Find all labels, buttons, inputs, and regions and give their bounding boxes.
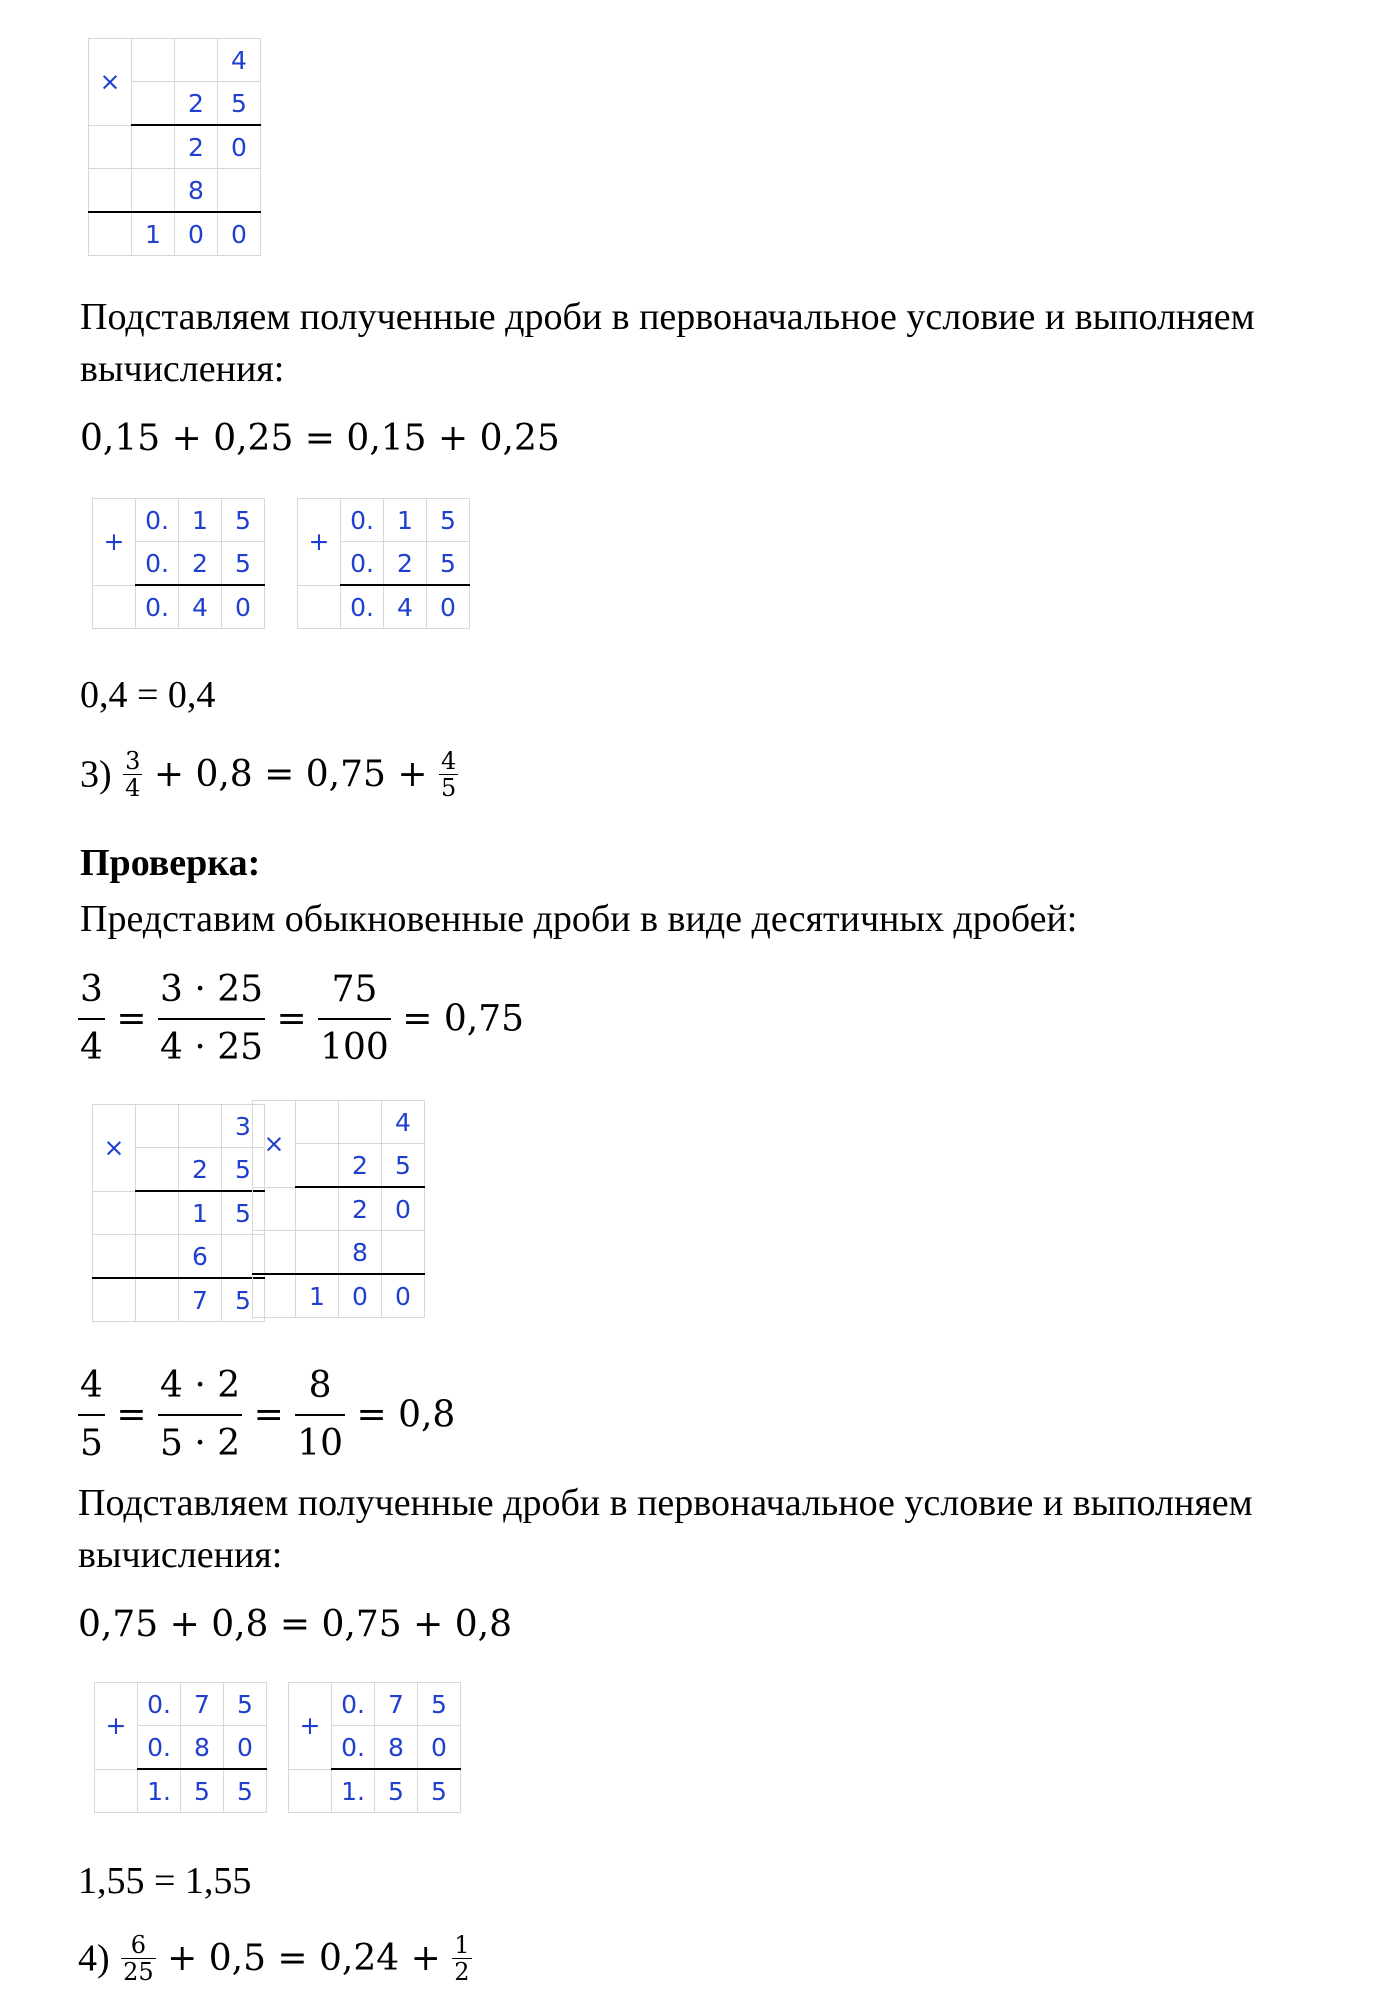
- grid-cell: [296, 1144, 339, 1188]
- grid-cell: 5: [218, 82, 261, 126]
- grid-cell: 5: [224, 1683, 267, 1726]
- grid-cell: 1: [179, 499, 222, 542]
- grid-cell: 1.: [138, 1769, 181, 1813]
- result-0-4: 0,4 = 0,4: [80, 674, 216, 716]
- substitute-text-2-line-1: Подставляем полученные дроби в первоначальное условие и выполняем: [78, 1482, 1253, 1524]
- grid-cell: 2: [339, 1144, 382, 1188]
- grid-cell: 5: [375, 1769, 418, 1813]
- multiplication-grid-4x25: [88, 38, 261, 256]
- substitute-text-line-1: Подставляем полученные дроби в первоначальное условие и выполняем: [80, 296, 1255, 338]
- grid-cell: [95, 1769, 138, 1813]
- grid-cell: 0: [382, 1187, 425, 1231]
- grid-cell: [93, 1191, 136, 1235]
- grid-cell: 4: [179, 585, 222, 629]
- grid-cell: 7: [179, 1278, 222, 1322]
- operator-sign: +: [298, 499, 341, 586]
- grid-cell: [132, 39, 175, 82]
- grid-cell: [136, 1191, 179, 1235]
- grid-cell: 0.: [138, 1683, 181, 1726]
- grid-cell: 4: [382, 1101, 425, 1144]
- grid-cell: 2: [175, 125, 218, 169]
- grid-cell: 5: [427, 542, 470, 586]
- grid-cell: 5: [418, 1683, 461, 1726]
- grid-cell: 5: [427, 499, 470, 542]
- grid-cell: 5: [224, 1769, 267, 1813]
- task-3-equation: 3) $\frac{3}{4}$ + 0,8 = 0,75 + $\frac{4}{5}$: [80, 747, 457, 802]
- grid-cell: 1.: [332, 1769, 375, 1813]
- grid-cell: [296, 1187, 339, 1231]
- grid-cell: 1: [132, 212, 175, 256]
- addition-grid-right-2: [288, 1682, 461, 1813]
- operator-sign: +: [95, 1683, 138, 1770]
- grid-cell: 0: [175, 212, 218, 256]
- grid-cell: 7: [375, 1683, 418, 1726]
- grid-cell: 0: [382, 1274, 425, 1318]
- grid-cell: 0: [224, 1726, 267, 1770]
- grid-cell: [132, 169, 175, 213]
- substitute-text-line-2: вычисления:: [80, 348, 285, 390]
- grid-cell: [179, 1105, 222, 1148]
- grid-cell: [298, 585, 341, 629]
- grid-cell: [253, 1274, 296, 1318]
- grid-cell: 4: [384, 585, 427, 629]
- fraction-3-4: $\frac{3}{4}$: [125, 747, 141, 802]
- grid-cell: 2: [384, 542, 427, 586]
- fraction-1-2: $\frac{1}{2}$: [454, 1931, 470, 1986]
- operator-sign: +: [289, 1683, 332, 1770]
- grid-cell: [89, 212, 132, 256]
- substitute-text-2-line-2: вычисления:: [78, 1534, 283, 1576]
- grid-cell: [132, 125, 175, 169]
- operator-sign: +: [93, 499, 136, 586]
- grid-cell: [296, 1101, 339, 1144]
- represent-text: Представим обыкновенные дроби в виде десятичных дробей:: [80, 898, 1078, 940]
- grid-cell: 5: [222, 1191, 265, 1235]
- grid-cell: 2: [179, 1148, 222, 1192]
- grid-cell: 0.: [136, 542, 179, 586]
- grid-cell: 5: [222, 499, 265, 542]
- operator-sign: ×: [253, 1101, 296, 1188]
- grid-cell: [218, 169, 261, 213]
- operator-sign: ×: [89, 39, 132, 126]
- grid-cell: [93, 585, 136, 629]
- grid-cell: [132, 82, 175, 126]
- grid-cell: [339, 1101, 382, 1144]
- grid-cell: 5: [222, 1148, 265, 1192]
- multiplication-grid-4x25-check: [252, 1100, 425, 1318]
- grid-cell: 0.: [341, 542, 384, 586]
- grid-cell: [89, 125, 132, 169]
- grid-cell: 8: [375, 1726, 418, 1770]
- check-heading: Проверка:: [80, 842, 261, 884]
- conversion-3-4: $\frac{3}{4}$ = $\frac{3 \cdot 25}{4 \cdot 25}$ = $\frac{75}{100}$ = 0,75: [78, 962, 524, 1076]
- equation-sum-0-75-0-8: 0,75 + 0,8 = 0,75 + 0,8: [78, 1604, 512, 1645]
- grid-cell: 5: [382, 1144, 425, 1188]
- grid-cell: 0.: [136, 585, 179, 629]
- grid-cell: 0: [427, 585, 470, 629]
- grid-cell: [93, 1278, 136, 1322]
- grid-cell: [253, 1187, 296, 1231]
- grid-cell: 0: [218, 125, 261, 169]
- task-4-equation: 4) $\frac{6}{25}$ + 0,5 = 0,24 + $\frac{1}{2}$: [78, 1931, 470, 1986]
- addition-grid-left-1: [92, 498, 265, 629]
- grid-cell: 0.: [341, 585, 384, 629]
- grid-cell: [382, 1231, 425, 1275]
- grid-cell: 0.: [332, 1726, 375, 1770]
- grid-cell: 0.: [341, 499, 384, 542]
- grid-cell: 0.: [332, 1683, 375, 1726]
- fraction-4-5: $\frac{4}{5}$: [440, 747, 457, 802]
- grid-cell: 1: [384, 499, 427, 542]
- grid-cell: 4: [218, 39, 261, 82]
- grid-cell: 0.: [138, 1726, 181, 1770]
- grid-cell: 5: [222, 542, 265, 586]
- grid-cell: 8: [175, 169, 218, 213]
- task-3-number: 3): [80, 753, 112, 796]
- grid-cell: 3: [222, 1105, 265, 1148]
- grid-cell: 2: [179, 542, 222, 586]
- addition-grid-right-1: [297, 498, 470, 629]
- grid-cell: [93, 1235, 136, 1279]
- fraction-6-25: $\frac{6}{25}$: [123, 1931, 154, 1986]
- grid-cell: 2: [339, 1187, 382, 1231]
- grid-cell: [136, 1278, 179, 1322]
- grid-cell: 5: [418, 1769, 461, 1813]
- grid-cell: [253, 1231, 296, 1275]
- grid-cell: 0: [218, 212, 261, 256]
- grid-cell: [89, 169, 132, 213]
- grid-cell: 7: [181, 1683, 224, 1726]
- grid-cell: [175, 39, 218, 82]
- grid-cell: 0.: [136, 499, 179, 542]
- grid-cell: 1: [179, 1191, 222, 1235]
- result-1-55: 1,55 = 1,55: [78, 1860, 252, 1902]
- grid-cell: 6: [179, 1235, 222, 1279]
- equation-sum-0-15-0-25: 0,15 + 0,25 = 0,15 + 0,25: [80, 418, 560, 459]
- multiplication-grid-3x25: [92, 1104, 265, 1322]
- grid-cell: [136, 1235, 179, 1279]
- task-4-number: 4): [78, 1937, 110, 1980]
- grid-cell: 0: [339, 1274, 382, 1318]
- grid-cell: [289, 1769, 332, 1813]
- grid-cell: [136, 1105, 179, 1148]
- grid-cell: 5: [222, 1278, 265, 1322]
- grid-cell: 8: [339, 1231, 382, 1275]
- conversion-4-5: $\frac{4}{5}$ = $\frac{4 \cdot 2}{5 \cdot 2}$ = $\frac{8}{10}$ = 0,8: [78, 1358, 455, 1472]
- grid-cell: 0: [222, 585, 265, 629]
- grid-cell: 8: [181, 1726, 224, 1770]
- operator-sign: ×: [93, 1105, 136, 1192]
- addition-grid-left-2: [94, 1682, 267, 1813]
- grid-cell: [296, 1231, 339, 1275]
- grid-cell: 1: [296, 1274, 339, 1318]
- grid-cell: 0: [418, 1726, 461, 1770]
- grid-cell: [136, 1148, 179, 1192]
- grid-cell: 2: [175, 82, 218, 126]
- grid-cell: 5: [181, 1769, 224, 1813]
